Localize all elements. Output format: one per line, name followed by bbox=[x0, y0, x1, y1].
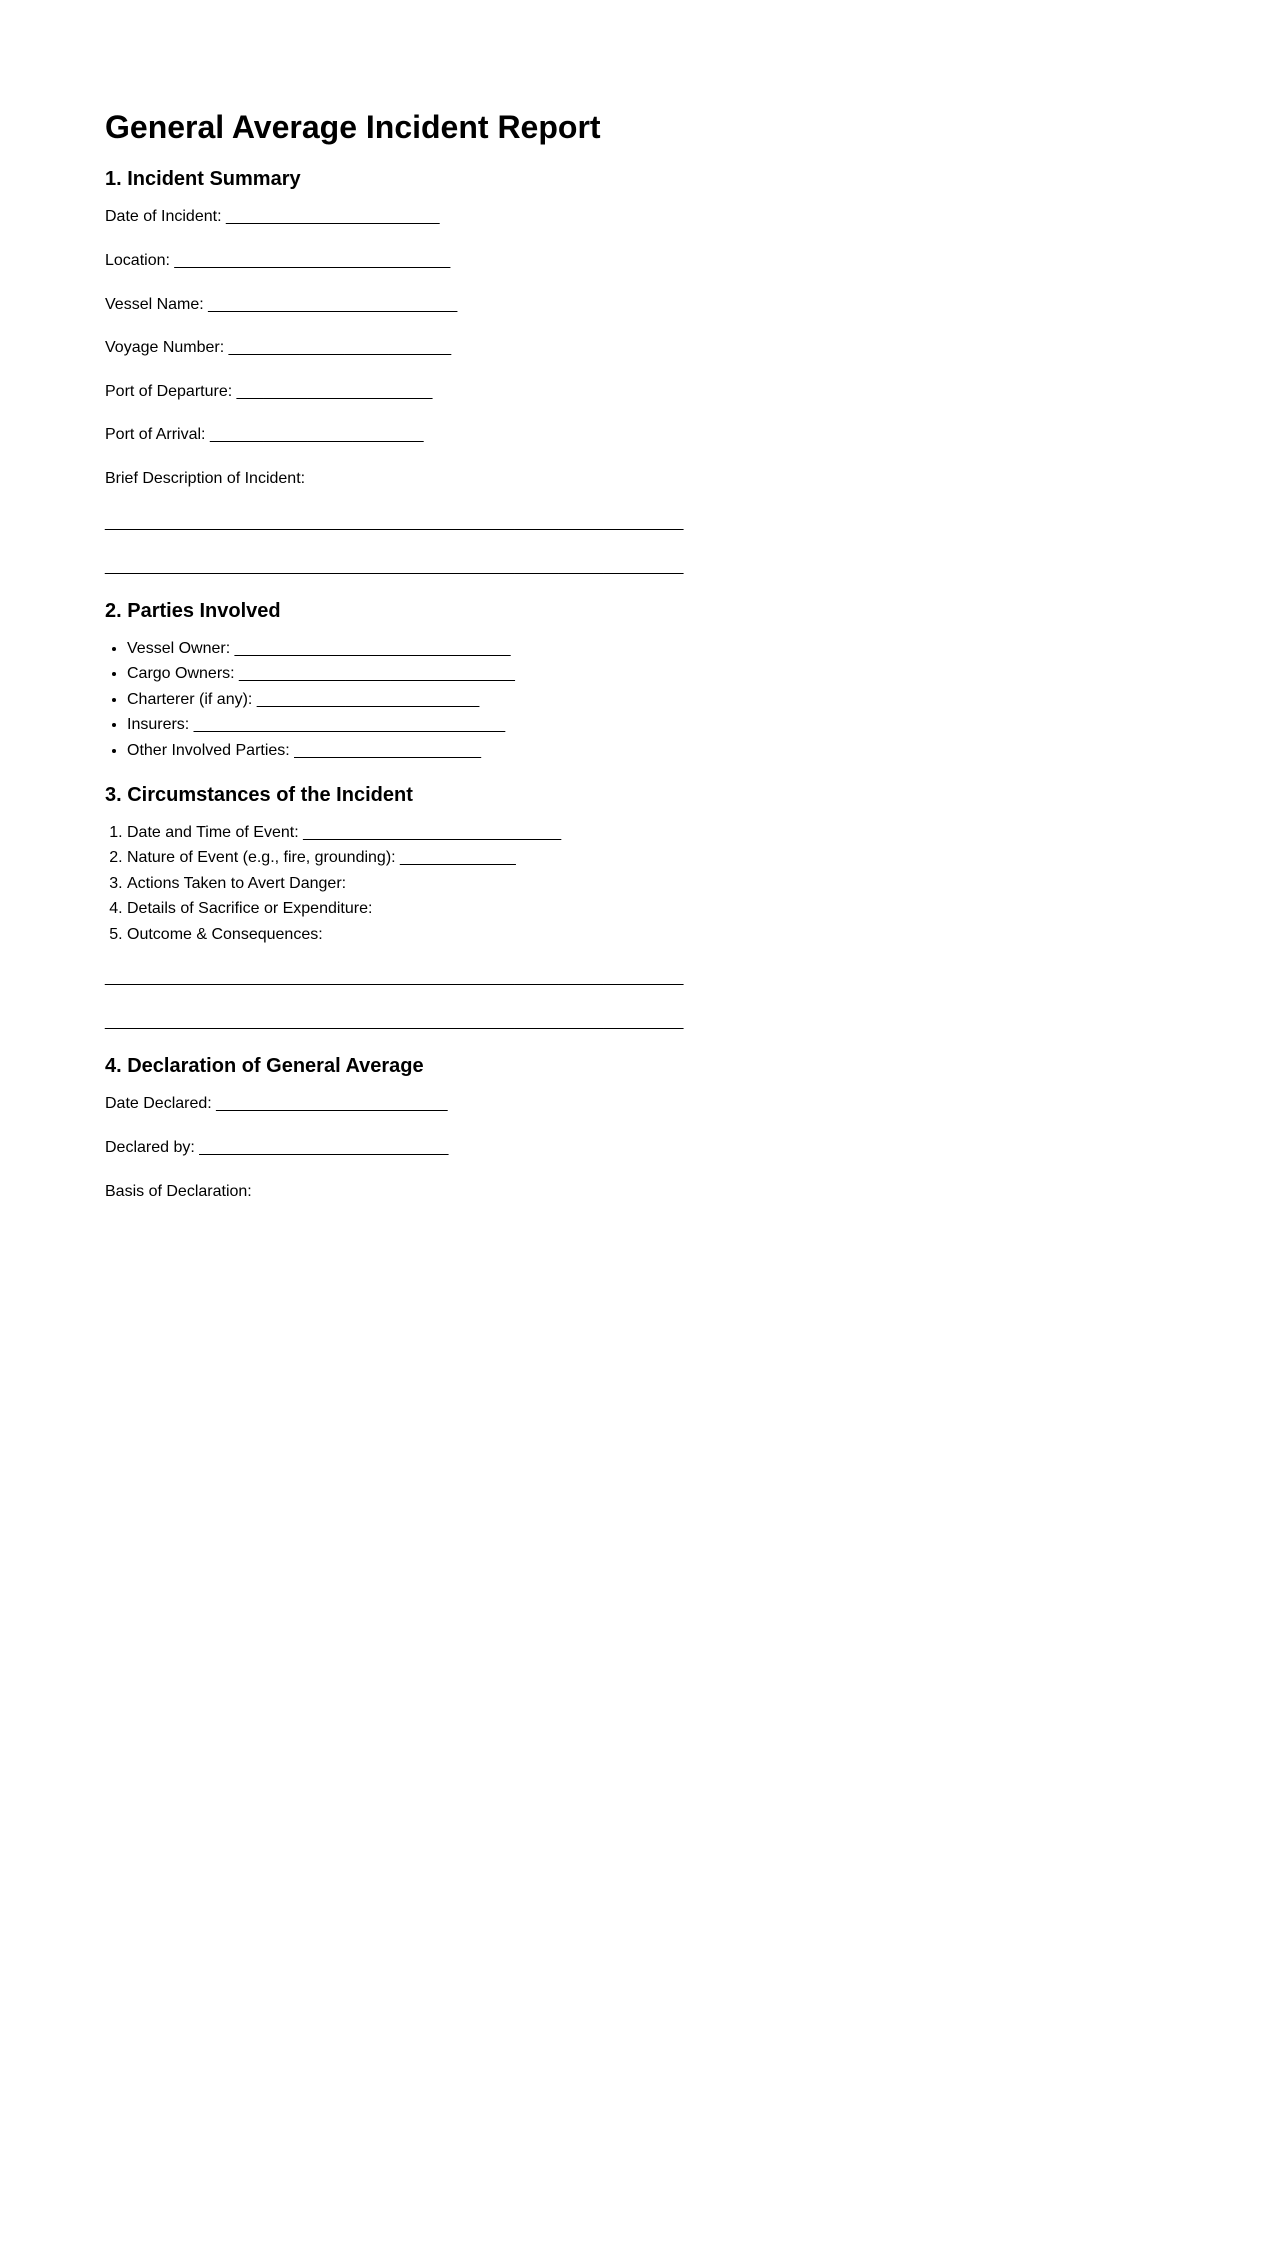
section-parties-involved bbox=[105, 598, 805, 764]
field-vessel-name bbox=[105, 292, 805, 318]
fill-in-blank[interactable]: __________________________ bbox=[216, 1095, 448, 1113]
list-item-insurers bbox=[127, 712, 805, 738]
fill-in-blank[interactable]: _________________________ bbox=[228, 339, 452, 357]
section-heading: 4. Declaration of General Average bbox=[105, 1055, 424, 1078]
field-location bbox=[105, 248, 805, 274]
section-heading: 2. Parties Involved bbox=[105, 599, 281, 622]
field-label: Details of Sacrifice or Expenditure: bbox=[127, 900, 373, 918]
document-page bbox=[0, 0, 805, 1204]
field-basis-of-declaration bbox=[105, 1179, 805, 1205]
field-label: Date of Incident: bbox=[105, 208, 222, 226]
circumstances-line[interactable]: _________________________________________________________________ bbox=[105, 1013, 684, 1031]
field-label: Date and Time of Event: bbox=[127, 823, 299, 841]
field-label: Date Declared: bbox=[105, 1095, 212, 1113]
description-line[interactable]: _________________________________________________________________ bbox=[105, 557, 684, 575]
field-label: Declared by: bbox=[105, 1139, 195, 1157]
fill-in-blank[interactable]: _____________ bbox=[400, 849, 516, 867]
list-item-outcome bbox=[127, 922, 805, 948]
list-item-actions-taken bbox=[127, 871, 805, 897]
field-label: Insurers: bbox=[127, 716, 190, 734]
field-label: Vessel Name: bbox=[105, 295, 204, 313]
field-label: Outcome & Consequences: bbox=[127, 925, 323, 943]
fill-in-blank[interactable]: _______________________________ bbox=[239, 665, 515, 683]
circumstances-list bbox=[105, 820, 805, 948]
field-date-of-incident bbox=[105, 204, 805, 230]
field-label: Vessel Owner: bbox=[127, 639, 231, 657]
field-label: Brief Description of Incident: bbox=[105, 469, 306, 487]
fill-in-blank[interactable]: ____________________________ bbox=[208, 295, 458, 313]
fill-in-blank[interactable]: ________________________ bbox=[225, 208, 440, 226]
field-label: Charterer (if any): bbox=[127, 690, 253, 708]
fill-in-blank[interactable]: ____________________________ bbox=[199, 1139, 449, 1157]
list-item-vessel-owner bbox=[127, 636, 805, 662]
section-heading: 3. Circumstances of the Incident bbox=[105, 783, 413, 806]
field-voyage-number bbox=[105, 335, 805, 361]
field-port-of-departure bbox=[105, 379, 805, 405]
parties-list bbox=[105, 636, 805, 764]
fill-in-blank[interactable]: ________________________ bbox=[209, 426, 424, 444]
field-declared-by bbox=[105, 1135, 805, 1161]
section-circumstances bbox=[105, 782, 805, 1036]
fill-in-blank[interactable]: _____________________ bbox=[294, 741, 482, 759]
fill-in-blank[interactable]: ___________________________________ bbox=[193, 716, 506, 734]
field-label: Other Involved Parties: bbox=[127, 741, 290, 759]
section-declaration bbox=[105, 1053, 805, 1204]
circumstances-line[interactable]: _________________________________________________________________ bbox=[105, 969, 684, 987]
field-label: Actions Taken to Avert Danger: bbox=[127, 874, 347, 892]
field-label: Basis of Declaration: bbox=[105, 1182, 252, 1200]
field-label: Port of Arrival: bbox=[105, 426, 206, 444]
field-label: Voyage Number: bbox=[105, 339, 225, 357]
field-port-of-arrival bbox=[105, 422, 805, 448]
field-label: Nature of Event (e.g., fire, grounding): bbox=[127, 849, 396, 867]
description-line[interactable]: _________________________________________________________________ bbox=[105, 513, 684, 531]
field-date-declared bbox=[105, 1091, 805, 1117]
fill-in-blank[interactable]: _______________________________ bbox=[174, 251, 451, 269]
list-item-cargo-owners bbox=[127, 661, 805, 687]
field-brief-description bbox=[105, 466, 805, 492]
list-item-date-time-event bbox=[127, 820, 805, 846]
list-item-charterer bbox=[127, 687, 805, 713]
fill-in-blank[interactable]: _____________________________ bbox=[303, 823, 562, 841]
field-label: Location: bbox=[105, 251, 170, 269]
field-label: Cargo Owners: bbox=[127, 665, 235, 683]
field-label: Port of Departure: bbox=[105, 382, 233, 400]
list-item-sacrifice-details bbox=[127, 896, 805, 922]
list-item-nature-of-event bbox=[127, 845, 805, 871]
section-incident-summary bbox=[105, 166, 805, 579]
fill-in-blank[interactable]: ______________________ bbox=[236, 382, 433, 400]
page-title: General Average Incident Report bbox=[105, 109, 601, 145]
fill-in-blank[interactable]: _________________________ bbox=[256, 690, 480, 708]
section-heading: 1. Incident Summary bbox=[105, 168, 301, 191]
fill-in-blank[interactable]: _______________________________ bbox=[234, 639, 511, 657]
list-item-other-parties bbox=[127, 738, 805, 764]
